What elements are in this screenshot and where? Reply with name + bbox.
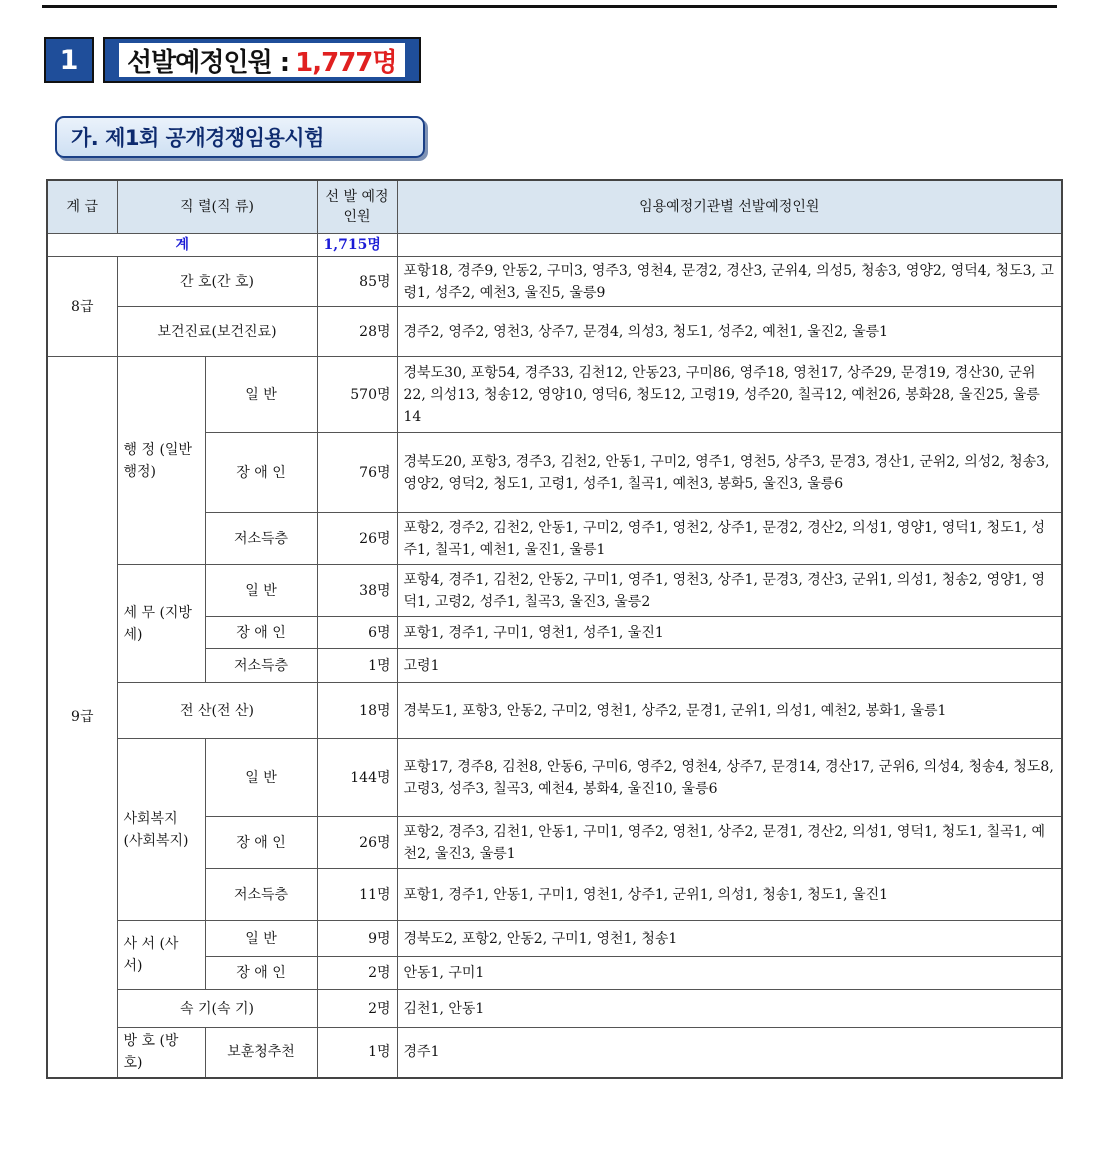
sub-series-cell: 저소득층 [205,513,317,565]
recruitment-table [46,179,1063,1079]
count-cell: 11명 [317,869,397,921]
sub-series-cell: 저소득층 [205,649,317,683]
count-cell: 9명 [317,921,397,957]
count-cell: 144명 [317,739,397,817]
count-cell: 6명 [317,617,397,649]
sub-series-cell: 일 반 [205,565,317,617]
total-count: 1,715명 [317,234,397,257]
agencies-cell: 포항1, 경주1, 안동1, 구미1, 영천1, 상주1, 군위1, 의성1, 청송1, 청도1, 울진1 [397,869,1062,921]
sub-series-cell: 일 반 [205,357,317,433]
sub-series-cell: 장 애 인 [205,617,317,649]
sub-series-cell: 저소득층 [205,869,317,921]
series-cell: 세 무 (지방세) [117,565,205,683]
series-cell: 간 호(간 호) [117,257,317,307]
count-cell: 85명 [317,257,397,307]
count-cell: 1명 [317,1028,397,1078]
agencies-cell: 경주1 [397,1028,1062,1078]
agencies-cell: 경북도20, 포항3, 경주3, 김천2, 안동1, 구미2, 영주1, 영천5, 상주3, 문경3, 경산1, 군위2, 의성2, 청송3, 영양2, 영덕2, 청도1, 고령1, 성주1, 칠곡1, 예천3, 봉화5, 울진3, 울릉6 [397,433,1062,513]
table-row [47,683,1062,739]
table-row [47,990,1062,1028]
section-number-box [44,37,94,83]
count-cell: 26명 [317,817,397,869]
agencies-cell: 김천1, 안동1 [397,990,1062,1028]
section-total: 1,777명 [295,47,397,78]
agencies-cell: 포항17, 경주8, 김천8, 안동6, 구미6, 영주2, 영천4, 상주7, 문경14, 경산17, 군위6, 의성4, 청송4, 청도8, 고령3, 성주3, 칠곡3, 예천4, 봉화4, 울진10, 울릉6 [397,739,1062,817]
agencies-cell: 포항4, 경주1, 김천2, 안동2, 구미1, 영주1, 영천3, 상주1, 문경3, 경산3, 군위1, 의성1, 청송2, 영양1, 영덕1, 고령2, 성주1, 칠곡3, 울진3, 울릉2 [397,565,1062,617]
header-count: 선 발 예정인원 [317,180,397,234]
series-cell: 보건진료(보건진료) [117,307,317,357]
table-header-row [47,180,1062,234]
total-label: 계 [47,234,317,257]
section-title-box [103,37,421,83]
header-grade: 계 급 [47,180,117,234]
count-cell: 28명 [317,307,397,357]
sub-series-cell: 보훈청추천 [205,1028,317,1078]
subheading: 가. 제1회 공개경쟁임용시험 [55,116,425,158]
section-number: 1 [59,44,79,76]
table-row [47,307,1062,357]
agencies-cell: 경북도30, 포항54, 경주33, 김천12, 안동23, 구미86, 영주18, 영천17, 상주29, 문경19, 경산30, 군위22, 의성13, 청송12, 영양10, 영덕6, 청도12, 고령19, 성주20, 칠곡12, 예천26, 봉화28, 울진25, 울릉14 [397,357,1062,433]
table-row [47,739,1062,817]
count-cell: 18명 [317,683,397,739]
agencies-cell: 고령1 [397,649,1062,683]
count-cell: 38명 [317,565,397,617]
total-agencies [397,234,1062,257]
count-cell: 76명 [317,433,397,513]
table-row [47,565,1062,617]
count-cell: 1명 [317,649,397,683]
table-row [47,1028,1062,1078]
header-series: 직 렬(직 류) [117,180,317,234]
series-cell: 사회복지 (사회복지) [117,739,205,921]
count-cell: 2명 [317,957,397,990]
agencies-cell: 경북도1, 포항3, 안동2, 구미2, 영천1, 상주2, 문경1, 군위1, 의성1, 예천2, 봉화1, 울릉1 [397,683,1062,739]
grade-8: 8급 [47,257,117,357]
agencies-cell: 경북도2, 포항2, 안동2, 구미1, 영천1, 청송1 [397,921,1062,957]
series-cell: 방 호 (방 호) [117,1028,205,1078]
agencies-cell: 포항2, 경주2, 김천2, 안동1, 구미2, 영주1, 영천2, 상주1, 문경2, 경산2, 의성1, 영양1, 영덕1, 청도1, 성주1, 칠곡1, 예천1, 울진1, 울릉1 [397,513,1062,565]
table-row [47,357,1062,433]
sub-series-cell: 장 애 인 [205,433,317,513]
top-rule [42,5,1057,8]
header-agencies: 임용예정기관별 선발예정인원 [397,180,1062,234]
table-row [47,257,1062,307]
agencies-cell: 경주2, 영주2, 영천3, 상주7, 문경4, 의성3, 청도1, 성주2, 예천1, 울진2, 울릉1 [397,307,1062,357]
agencies-cell: 포항18, 경주9, 안동2, 구미3, 영주3, 영천4, 문경2, 경산3, 군위4, 의성5, 청송3, 영양2, 영덕4, 청도3, 고령1, 성주2, 예천3, 울진5, 울릉9 [397,257,1062,307]
count-cell: 2명 [317,990,397,1028]
count-cell: 570명 [317,357,397,433]
series-cell: 행 정 (일반행정) [117,357,205,565]
series-cell: 사 서 (사 서) [117,921,205,990]
agencies-cell: 안동1, 구미1 [397,957,1062,990]
count-cell: 26명 [317,513,397,565]
sub-series-cell: 일 반 [205,921,317,957]
agencies-cell: 포항1, 경주1, 구미1, 영천1, 성주1, 울진1 [397,617,1062,649]
grade-9: 9급 [47,357,117,1078]
sub-series-cell: 장 애 인 [205,957,317,990]
agencies-cell: 포항2, 경주3, 김천1, 안동1, 구미1, 영주2, 영천1, 상주2, 문경1, 경산2, 의성1, 영덕1, 청도1, 칠곡1, 예천2, 울진3, 울릉1 [397,817,1062,869]
sub-series-cell: 장 애 인 [205,817,317,869]
series-cell: 전 산(전 산) [117,683,317,739]
section-title: 선발예정인원 : [127,47,290,78]
total-row [47,234,1062,257]
table-row [47,921,1062,957]
sub-series-cell: 일 반 [205,739,317,817]
series-cell: 속 기(속 기) [117,990,317,1028]
